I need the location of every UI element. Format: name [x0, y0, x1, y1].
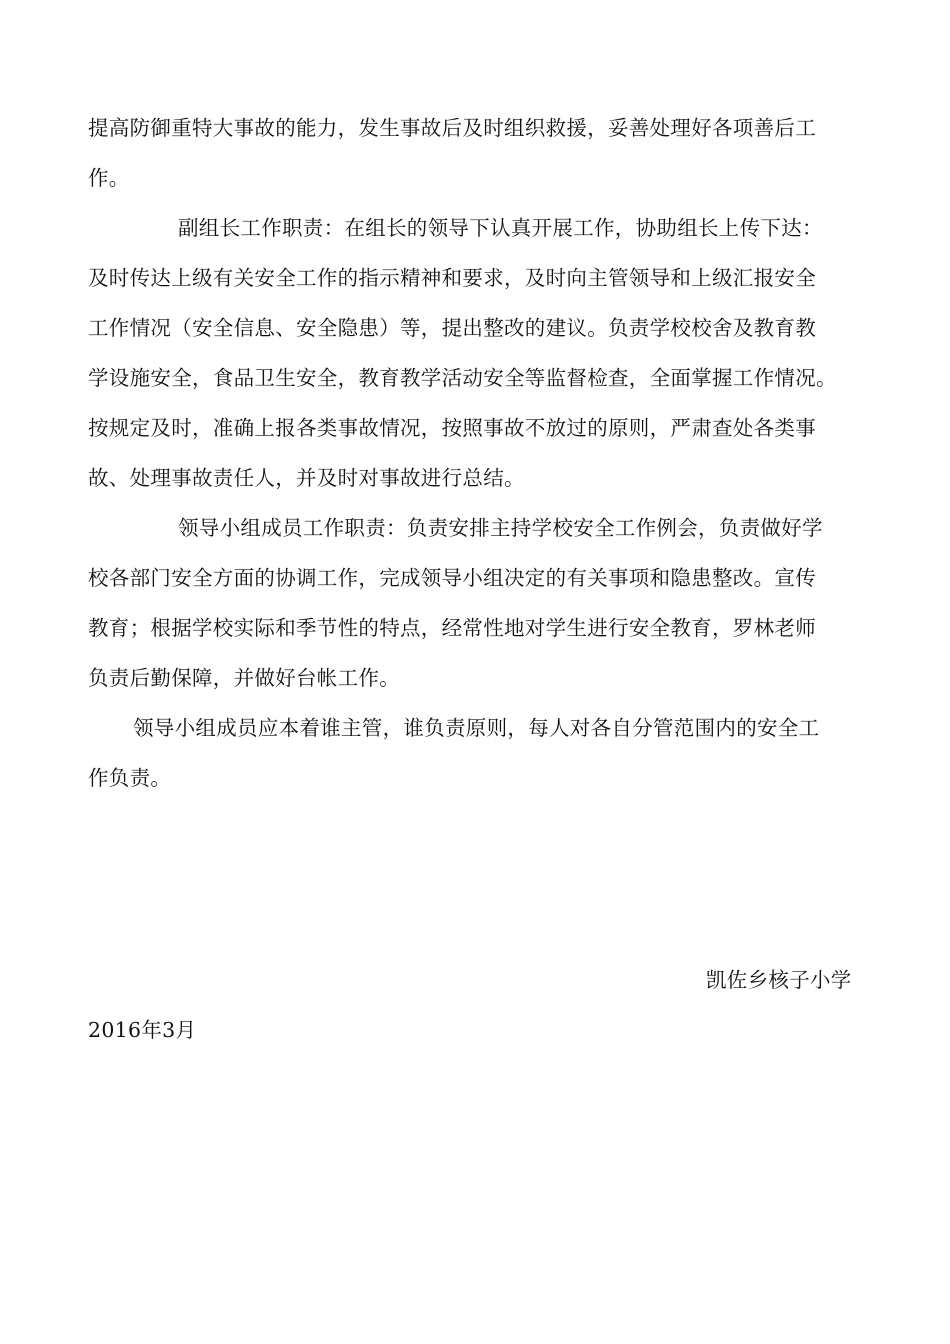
paragraph-line: 作负责。	[88, 766, 172, 790]
paragraph-line: 领导小组成员应本着谁主管，谁负责原则，每人对各自分管范围内的安全工	[133, 716, 820, 740]
paragraph-line: 学设施安全，食品卫生安全，教育教学活动安全等监督检查，全面掌握工作情况。	[88, 366, 837, 390]
signature-school-name: 凯佐乡核子小学	[706, 968, 852, 992]
paragraph-line: 副组长工作职责：在组长的领导下认真开展工作，协助组长上传下达：	[178, 216, 823, 240]
paragraph-line: 工作情况（安全信息、安全隐患）等，提出整改的建议。负责学校校舍及教育教	[88, 316, 816, 340]
paragraph-line: 教育；根据学校实际和季节性的特点，经常性地对学生进行安全教育，罗林老师	[88, 616, 816, 640]
paragraph-line: 提高防御重特大事故的能力，发生事故后及时组织救援，妥善处理好各项善后工	[88, 116, 816, 140]
document-date: 2016年3月	[88, 1018, 197, 1042]
paragraph-line: 按规定及时，准确上报各类事故情况，按照事故不放过的原则，严肃查处各类事	[88, 416, 816, 440]
paragraph-line: 校各部门安全方面的协调工作，完成领导小组决定的有关事项和隐患整改。宣传	[88, 566, 816, 590]
paragraph-line: 领导小组成员工作职责：负责安排主持学校安全工作例会，负责做好学	[178, 516, 823, 540]
paragraph-line: 负责后勤保障，并做好台帐工作。	[88, 666, 400, 690]
paragraph-line: 故、处理事故责任人，并及时对事故进行总结。	[88, 466, 525, 490]
paragraph-line: 及时传达上级有关安全工作的指示精神和要求，及时向主管领导和上级汇报安全	[88, 266, 816, 290]
paragraph-line: 作。	[88, 166, 130, 190]
